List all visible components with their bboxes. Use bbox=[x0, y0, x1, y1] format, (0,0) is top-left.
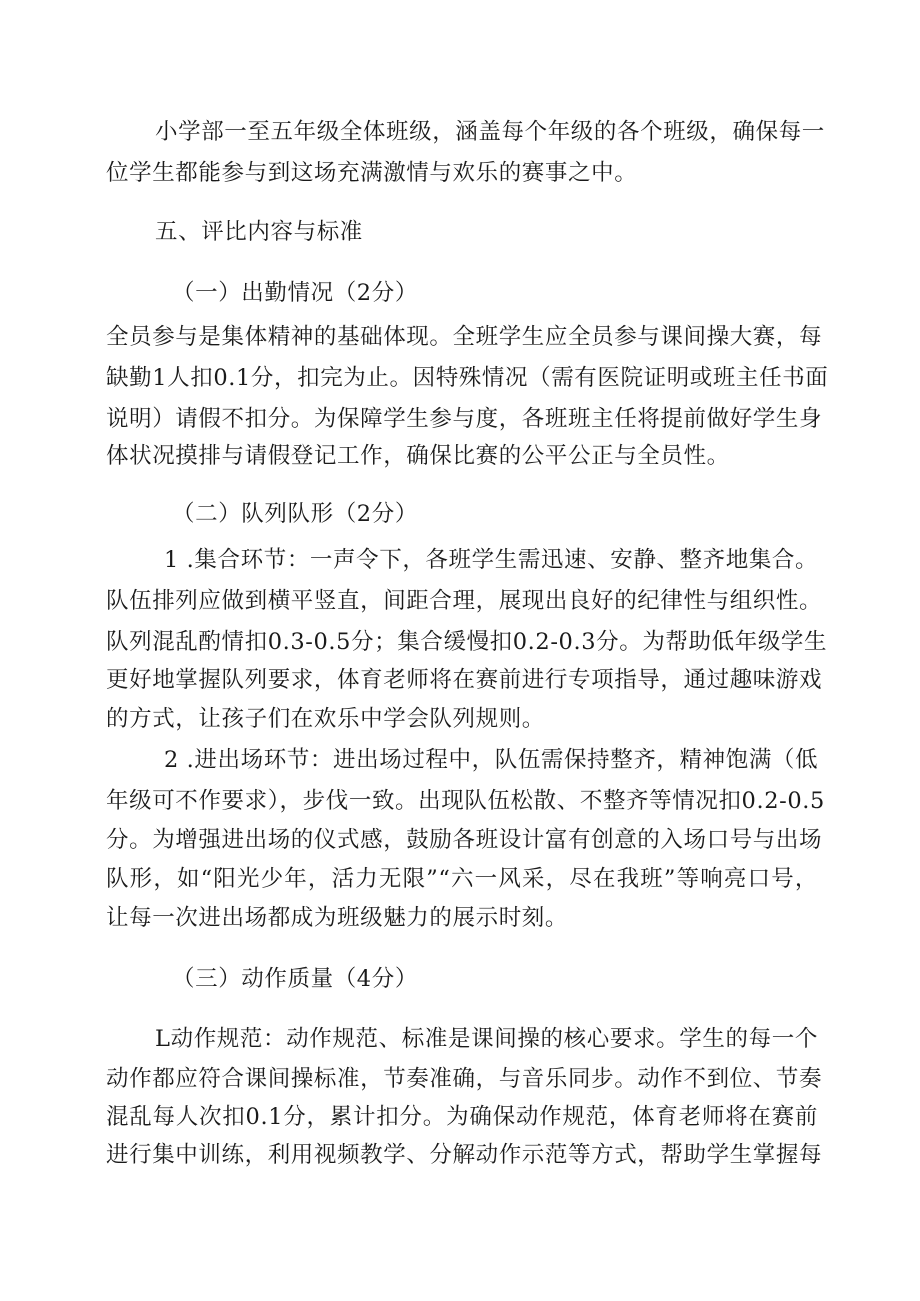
paragraph-line-entry-1: 2 .进出场环节：进出场过程中，队伍需保持整齐，精神饱满（低 bbox=[164, 747, 819, 773]
paragraph-line-entry-5: 让每一次进出场都成为班级魅力的展示时刻。 bbox=[106, 905, 569, 931]
paragraph-line-quality-4: 进行集中训练，利用视频教学、分解动作示范等方式，帮助学生掌握每 bbox=[106, 1142, 823, 1168]
subheading-quality: （三）动作质量（4分） bbox=[172, 966, 418, 992]
paragraph-line-formation-1: 1 .集合环节：一声令下，各班学生需迅速、安静、整齐地集合。 bbox=[164, 547, 819, 573]
subheading-formation: （二）队列队形（2分） bbox=[172, 501, 418, 527]
paragraph-line-quality-2: 动作都应符合课间操标准，节奏准确，与音乐同步。动作不到位、节奏 bbox=[106, 1066, 823, 1092]
paragraph-line-entry-2: 年级可不作要求），步伐一致。出现队伍松散、不整齐等情况扣0.2-0.5 bbox=[106, 788, 825, 814]
paragraph-line-formation-5: 的方式，让孩子们在欢乐中学会队列规则。 bbox=[106, 706, 545, 732]
paragraph-line-entry-4: 队形，如“阳光少年，活力无限”“六一风采，尽在我班”等响亮口号， bbox=[106, 866, 818, 892]
paragraph-line-1: 小学部一至五年级全体班级，涵盖每个年级的各个班级，确保每一 bbox=[155, 119, 825, 145]
paragraph-line-attendance-1: 全员参与是集体精神的基础体现。全班学生应全员参与课间操大赛，每 bbox=[106, 324, 823, 350]
paragraph-line-attendance-3: 说明）请假不扣分。为保障学生参与度，各班班主任将提前做好学生身 bbox=[106, 406, 823, 432]
paragraph-line-formation-3: 队列混乱酌情扣0.3-0.5分；集合缓慢扣0.2-0.3分。为帮助低年级学生 bbox=[106, 629, 828, 655]
paragraph-line-attendance-4: 体状况摸排与请假登记工作，确保比赛的公平公正与全员性。 bbox=[106, 443, 730, 469]
paragraph-line-quality-3: 混乱每人次扣0.1分，累计扣分。为确保动作规范，体育老师将在赛前 bbox=[106, 1104, 818, 1130]
paragraph-line-attendance-2: 缺勤1人扣0.1分，扣完为止。因特殊情况（需有医院证明或班主任书面 bbox=[106, 365, 829, 391]
section-heading-5: 五、评比内容与标准 bbox=[155, 219, 363, 245]
subheading-attendance: （一）出勤情况（2分） bbox=[172, 280, 418, 306]
paragraph-line-quality-1: L动作规范：动作规范、标准是课间操的核心要求。学生的每一个 bbox=[155, 1026, 818, 1052]
paragraph-line-2: 位学生都能参与到这场充满激情与欢乐的赛事之中。 bbox=[106, 160, 638, 186]
paragraph-line-formation-2: 队伍排列应做到横平竖直，间距合理，展现出良好的纪律性与组织性。 bbox=[106, 588, 823, 614]
paragraph-line-formation-4: 更好地掌握队列要求，体育老师将在赛前进行专项指导，通过趣味游戏 bbox=[106, 667, 823, 693]
paragraph-line-entry-3: 分。为增强进出场的仪式感，鼓励各班设计富有创意的入场口号与出场 bbox=[106, 827, 823, 853]
